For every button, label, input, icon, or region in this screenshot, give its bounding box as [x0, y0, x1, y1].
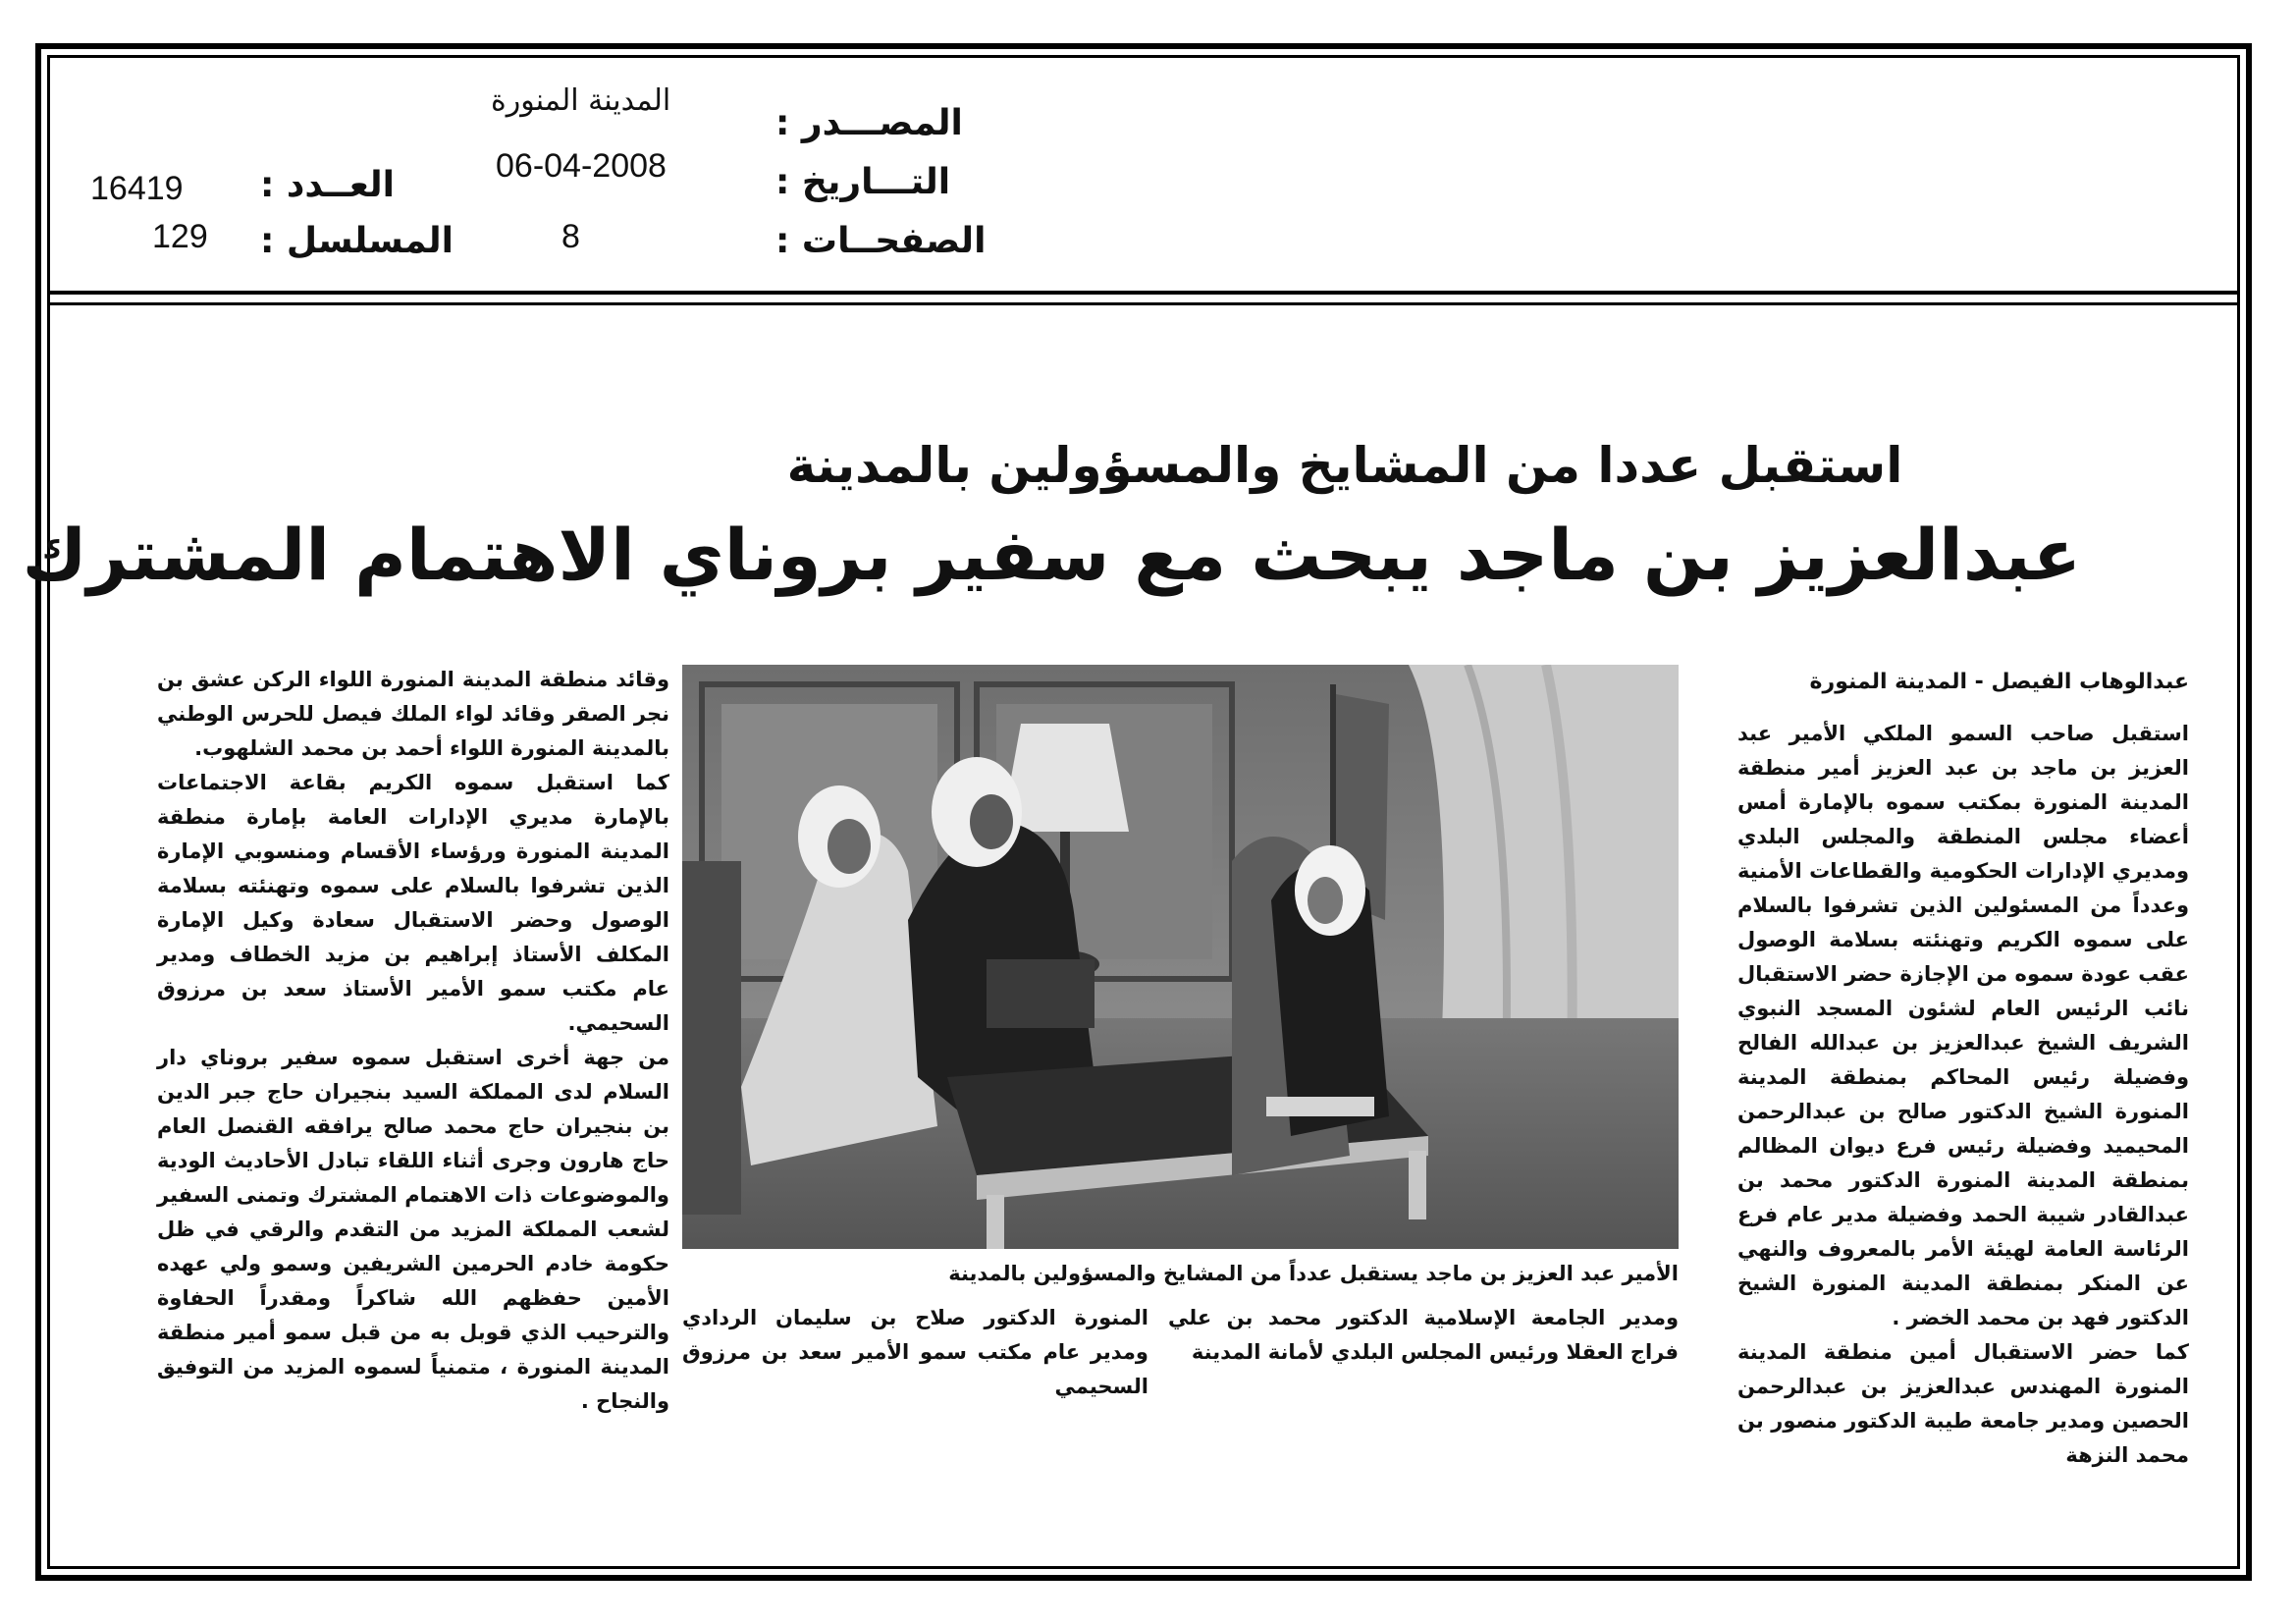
paragraph: وقائد منطقة المدينة المنورة اللواء الركن عشق بن نجر الصقر وقائد لواء الملك فيصل للحرس الوطني بالمدينة المنورة اللواء أحمد بن محمد الشلهوب. — [157, 668, 669, 760]
paragraph: كما حضر الاستقبال أمين منطقة المدينة المنورة المهندس عبدالعزيز بن عبدالرحمن الحصين ومدير جامعة طيبة الدكتور منصور بن محمد النزهة — [1737, 1340, 2189, 1467]
article-photo — [682, 665, 1679, 1249]
article-column-bottom-2: المنورة الدكتور صلاح بن سليمان الردادي ومدير عام مكتب سمو الأمير سعد بن مرزوق السحيمي — [682, 1306, 1148, 1398]
article-column-right — [1737, 717, 2189, 1473]
article-subheadline: استقبل عددا من المشايخ والمسؤولين بالمدينة — [786, 437, 1903, 494]
article-headline: عبدالعزيز بن ماجد يبحث مع سفير بروناي الاهتمام المشترك — [22, 514, 2081, 596]
paragraph: استقبل صاحب السمو الملكي الأمير عبد العزيز بن ماجد بن عبد العزيز أمير منطقة المدينة المنورة بمكتب سموه بالإمارة أمس أعضاء مجلس المنطقة والمجلس البلدي ومديري الإدارات الحكومية والقطاعات الأمنية وعدداً من المسئولين الذين تشرفوا بالسلام على سموه الكريم وتهنئته بسلامة الوصول عقب عودة سموه من الإجازة حضر الاستقبال نائب الرئيس العام لشئون المسجد النبوي الشريف الشيخ عبدالعزيز بن عبدالله الفالح وفضيلة رئيس المحاكم بمنطقة المدينة المنورة الشيخ الدكتور صالح بن عبدالرحمن المحيميد وفضيلة رئيس فرع ديوان المظالم بمنطقة المدينة المنورة الدكتور محمد بن عبدالقادر شيبة الحمد وفضيلة مدير عام فرع الرئاسة العامة لهيئة الأمر بالمعروف والنهي عن المنكر بمنطقة المدينة المنورة الشيخ الدكتور فهد بن محمد الخضر . — [1737, 722, 2189, 1329]
photo-caption: الأمير عبد العزيز بن ماجد يستقبل عدداً من المشايخ والمسؤولين بالمدينة — [948, 1262, 1679, 1285]
source-value: المدينة المنورة — [491, 83, 671, 118]
issue-label: العــدد : — [260, 165, 395, 205]
photo-illustration — [682, 665, 1679, 1249]
header-rule — [47, 291, 2240, 295]
date-value: 06-04-2008 — [496, 147, 667, 185]
serial-value: 129 — [152, 218, 208, 255]
issue-value: 16419 — [90, 170, 184, 207]
paragraph: من جهة أخرى استقبل سموه سفير بروناي دار السلام لدى المملكة السيد بنجيران حاج جبر الدين بن بنجيران حاج محمد صالح يرافقه القنصل العام حاج هارون وجرى أثناء اللقاء تبادل الأحاديث الودية والموضوعات ذات الاهتمام المشترك وتمنى السفير لشعب المملكة المزيد من التقدم والرقي في ظل حكومة خادم الحرمين الشريفين وسمو ولي عهده الأمين حفظهم الله شاكراً ومقدراً الحفاوة والترحيب الذي قوبل به من قبل سمو أمير منطقة المدينة المنورة ، متمنياً لسموه المزيد من التوفيق والنجاح . — [157, 1046, 669, 1413]
pages-value: 8 — [561, 218, 580, 255]
header-rule-thin — [47, 302, 2240, 305]
date-label: التـــاريخ : — [775, 162, 951, 202]
paragraph: كما استقبل سموه الكريم بقاعة الاجتماعات بالإمارة مديري الإدارات العامة بإمارة منطقة المدينة المنورة ورؤساء الأقسام ومنسوبي الإمارة الذين تشرفوا بالسلام على سموه وتهنئته بسلامة الوصول وحضر الاستقبال سعادة وكيل الإمارة المكلف الأستاذ إبراهيم بن مزيد الخطاف ومدير عام مكتب سمو الأمير الأستاذ سعد بن مرزوق السحيمي. — [157, 771, 669, 1035]
newspaper-clipping — [22, 437, 2209, 1467]
pages-label: الصفحــات : — [775, 221, 987, 261]
article-column-left — [157, 663, 669, 1419]
article-byline: عبدالوهاب الفيصل - المدينة المنورة — [1809, 670, 2189, 694]
serial-label: المسلسل : — [260, 221, 454, 261]
source-label: المصـــدر : — [775, 103, 963, 143]
article-column-bottom-1: ومدير الجامعة الإسلامية الدكتور محمد بن علي فراج العقلا ورئيس المجلس البلدي لأمانة المدينة — [1168, 1306, 1679, 1364]
